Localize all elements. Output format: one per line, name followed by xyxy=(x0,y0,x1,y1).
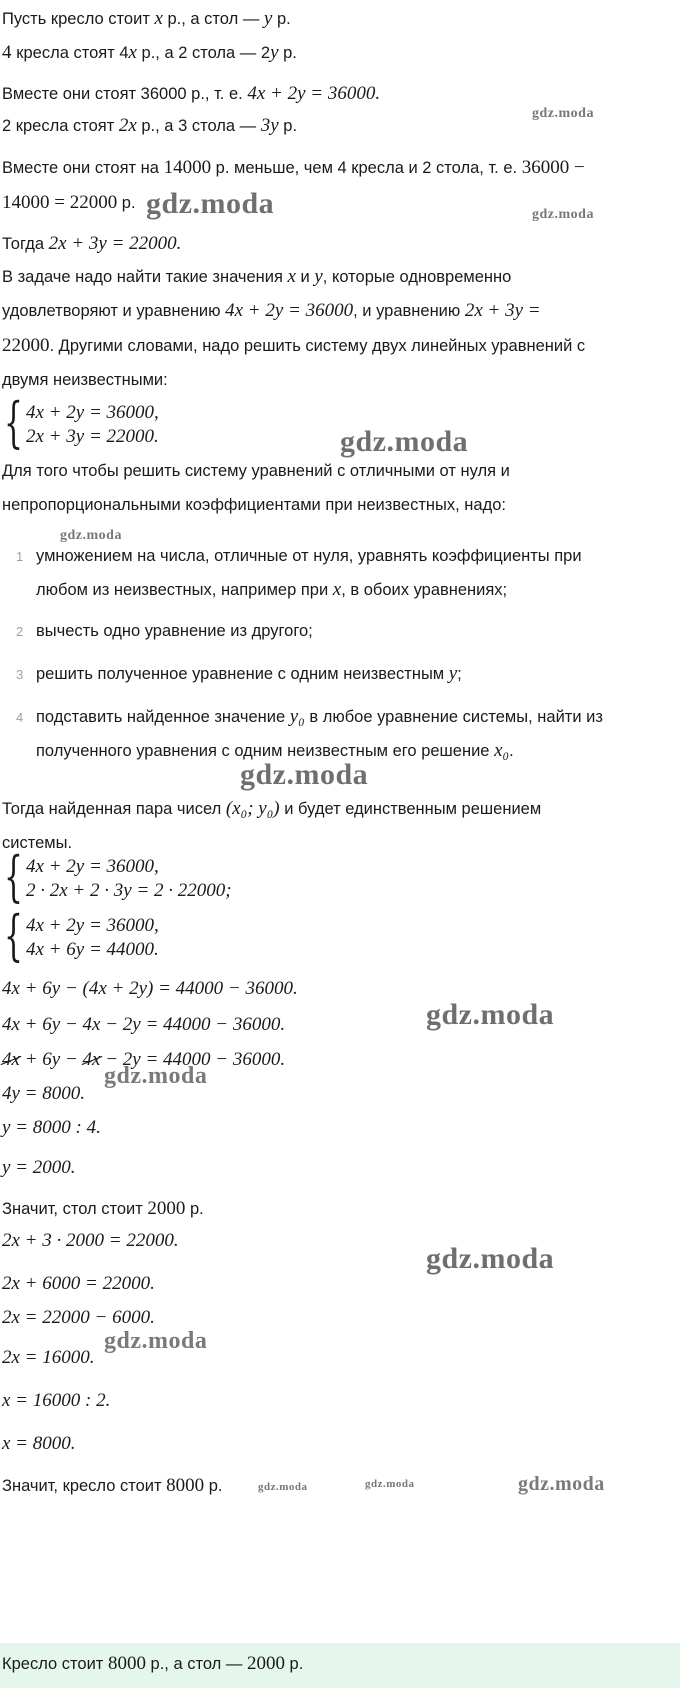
list-item: подставить найденное значение y₀ в любое уравнение системы, найти из xyxy=(36,706,603,727)
text-line: 22000. Другими словами, надо решить систему двух линейных уравнений с xyxy=(2,335,586,356)
equation-line: 2x + 6000 = 22000. xyxy=(2,1273,155,1294)
watermark: gdz.moda xyxy=(426,998,555,1031)
text-line: непропорциональными коэффициентами при неизвестных, надо: xyxy=(2,496,506,514)
list-item: умножением на числа, отличные от нуля, уравнять коэффициенты при xyxy=(36,547,582,565)
list-number: 3 xyxy=(16,667,24,682)
watermark: gdz.moda xyxy=(104,1328,208,1354)
text-line: Значит, стол стоит 2000 р. xyxy=(2,1198,204,1219)
cancelled-term: 4x xyxy=(2,1049,20,1070)
watermark: gdz.moda xyxy=(60,528,122,543)
list-item-continued: полученного уравнения с одним неизвестным его решение x₀. xyxy=(36,740,514,761)
list-item: решить полученное уравнение с одним неизвестным y; xyxy=(36,663,462,684)
equation-line: 2x = 22000 − 6000. xyxy=(2,1307,155,1328)
brace-icon: { xyxy=(4,904,23,967)
list-number: 1 xyxy=(16,549,24,564)
text-line: Тогда 2x + 3y = 22000. xyxy=(2,233,182,254)
equation-line: 4x + 6y − 4x − 2y = 44000 − 36000. xyxy=(2,1014,286,1035)
text-line: Значит, кресло стоит 8000 р. xyxy=(2,1475,223,1496)
brace-icon: { xyxy=(4,845,23,908)
equation-line: x = 8000. xyxy=(2,1433,76,1454)
text-line: 14000 = 22000 р. xyxy=(2,192,136,213)
answer-text: Кресло стоит 8000 р., а стол — 2000 р. xyxy=(2,1653,304,1674)
watermark: gdz.moda xyxy=(104,1063,208,1089)
text-line: Для того чтобы решить систему уравнений с отличными от нуля и xyxy=(2,462,510,480)
watermark: gdz.moda xyxy=(518,1473,605,1495)
text-line: системы. xyxy=(2,834,73,852)
list-number: 2 xyxy=(16,624,24,639)
text-line: Тогда найденная пара чисел (x₀; y₀) и будет единственным решением xyxy=(2,798,542,819)
watermark: gdz.moda xyxy=(532,207,594,222)
watermark: gdz.moda xyxy=(146,187,275,220)
equation-line: x = 16000 : 2. xyxy=(2,1390,111,1411)
watermark: gdz.moda xyxy=(532,106,594,121)
text-line: Вместе они стоят на 14000 р. меньше, чем 4 кресла и 2 стола, т. е. 36000 − xyxy=(2,157,585,178)
list-item: вычесть одно уравнение из другого; xyxy=(36,622,313,640)
equation-line: 2x = 16000. xyxy=(2,1347,95,1368)
equation-line: 4x + 6y − (4x + 2y) = 44000 − 36000. xyxy=(2,978,298,999)
list-item-continued: любом из неизвестных, например при x, в обоих уравнениях; xyxy=(36,579,508,600)
text-line: Пусть кресло стоит x р., а стол — y р. xyxy=(2,8,291,29)
text-line: двумя неизвестными: xyxy=(2,371,168,389)
watermark: gdz.moda xyxy=(340,425,469,458)
watermark: gdz.moda xyxy=(258,1481,308,1493)
equation-line: 4y = 8000. xyxy=(2,1083,86,1104)
brace-icon: { xyxy=(4,391,23,454)
list-number: 4 xyxy=(16,710,24,725)
equation-line: 2x + 3 · 2000 = 22000. xyxy=(2,1230,179,1251)
text-line: Вместе они стоят 36000 р., т. е. 4x + 2y = 36000. xyxy=(2,83,381,104)
equation-line: y = 2000. xyxy=(2,1157,76,1178)
text-line: В задаче надо найти такие значения x и y, которые одновременно xyxy=(2,266,512,287)
text-line: 4 кресла стоят 4x р., а 2 стола — 2y р. xyxy=(2,42,297,63)
watermark: gdz.moda xyxy=(240,758,369,791)
watermark: gdz.moda xyxy=(365,1478,415,1490)
text-line: 2 кресла стоят 2x р., а 3 стола — 3y р. xyxy=(2,115,298,136)
text-line: удовлетворяют и уравнению 4x + 2y = 36000, и уравнению 2x + 3y = xyxy=(2,300,541,321)
cancelled-term: 4x xyxy=(82,1049,101,1070)
watermark: gdz.moda xyxy=(426,1242,555,1275)
equation-line: y = 8000 : 4. xyxy=(2,1117,101,1138)
equation-line: 4x + 6y − 4x − 2y = 44000 − 36000. xyxy=(2,1049,286,1070)
